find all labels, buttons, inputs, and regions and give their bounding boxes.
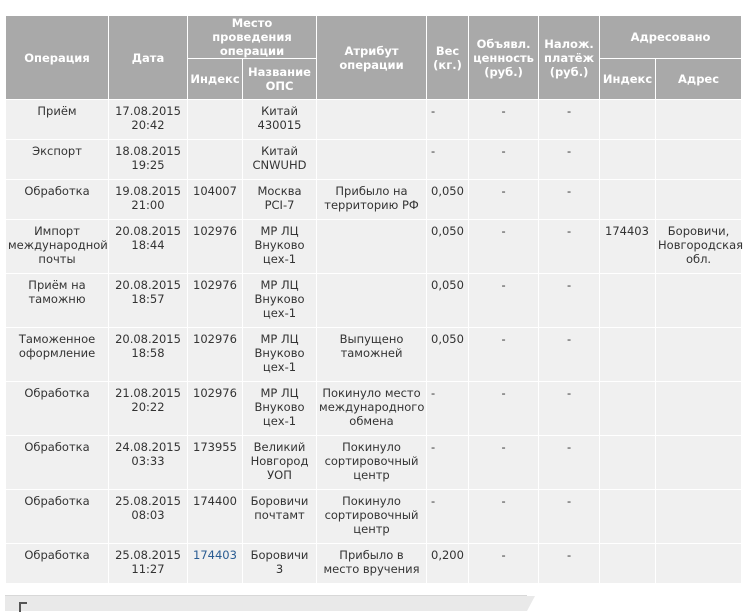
table-row [6,100,742,140]
date-cell: 25.08.2015 11:27 [109,544,188,584]
ops-name-cell: МР ЛЦ Внуково цех-1 [243,382,317,436]
address-cell [656,490,742,544]
address-cell [656,436,742,490]
addr-index-cell [600,436,656,490]
weight-cell: - [427,436,469,490]
index-cell: 102976 [188,274,243,328]
date-cell: 24.08.2015 03:33 [109,436,188,490]
index-cell: 102976 [188,220,243,274]
index-cell [188,100,243,140]
attribute-cell: Покинуло сортировочный центр [317,436,427,490]
operation-cell: Обработка [6,544,109,584]
header-weight: Вес (кг.) [427,16,469,100]
address-cell [656,100,742,140]
index-cell[interactable]: 174403 [188,544,243,584]
header-attribute: Атрибут операции [317,16,427,100]
date-cell: 19.08.2015 21:00 [109,180,188,220]
cod-cell: - [539,100,600,140]
address-cell [656,274,742,328]
attribute-cell [317,140,427,180]
attribute-cell [317,274,427,328]
cod-cell: - [539,180,600,220]
weight-cell: 0,050 [427,274,469,328]
header-place: Место проведения операции [188,16,317,59]
attribute-cell: Покинуло сортировочный центр [317,490,427,544]
addr-index-cell [600,382,656,436]
header-place-index: Индекс [188,59,243,100]
index-cell: 102976 [188,328,243,382]
attribute-cell: Покинуло место международного обмена [317,382,427,436]
weight-cell: - [427,490,469,544]
table-row [6,274,742,328]
addr-index-cell [600,140,656,180]
operation-cell: Обработка [6,490,109,544]
declared-value-cell: - [469,436,539,490]
header-operation: Операция [6,16,109,100]
header-addressed: Адресовано [600,16,742,59]
ops-name-cell: МР ЛЦ Внуково цех-1 [243,220,317,274]
index-cell: 104007 [188,180,243,220]
cod-cell: - [539,140,600,180]
attribute-cell [317,100,427,140]
addr-index-cell [600,328,656,382]
declared-value-cell: - [469,382,539,436]
address-cell [656,382,742,436]
operation-cell: Обработка [6,436,109,490]
declared-value-cell: - [469,328,539,382]
weight-cell: 0,200 [427,544,469,584]
cod-cell: - [539,274,600,328]
operation-cell: Импорт международной почты [6,220,109,274]
declared-value-cell: - [469,100,539,140]
cod-cell: - [539,382,600,436]
index-cell: 173955 [188,436,243,490]
address-cell [656,544,742,584]
cod-cell: - [539,436,600,490]
attribute-cell: Выпущено таможней [317,328,427,382]
header-cod: Налож. платёж (руб.) [539,16,600,100]
ops-name-cell: Китай CNWUHD [243,140,317,180]
table-row [6,140,742,180]
declared-value-cell: - [469,274,539,328]
table-row [6,544,742,584]
table-row [6,436,742,490]
address-cell [656,180,742,220]
address-cell [656,140,742,180]
date-cell: 17.08.2015 20:42 [109,100,188,140]
operation-cell: Экспорт [6,140,109,180]
index-cell: 102976 [188,382,243,436]
declared-value-cell: - [469,220,539,274]
operation-cell: Приём [6,100,109,140]
addr-index-cell [600,490,656,544]
weight-cell: 0,050 [427,328,469,382]
table-row [6,220,742,274]
addr-index-cell [600,100,656,140]
date-cell: 20.08.2015 18:57 [109,274,188,328]
ops-name-cell: МР ЛЦ Внуково цех-1 [243,274,317,328]
ops-name-cell: Боровичи 3 [243,544,317,584]
weight-cell: - [427,140,469,180]
index-cell: 174400 [188,490,243,544]
operation-cell: Обработка [6,382,109,436]
declared-value-cell: - [469,544,539,584]
attribute-cell: Прибыло на территорию РФ [317,180,427,220]
table-row [6,180,742,220]
weight-cell: 0,050 [427,180,469,220]
declared-value-cell: - [469,180,539,220]
declared-value-cell: - [469,490,539,544]
ops-name-cell: МР ЛЦ Внуково цех-1 [243,328,317,382]
header-addr-index: Индекс [600,59,656,100]
weight-cell: - [427,382,469,436]
attribute-cell: Прибыло в место вручения [317,544,427,584]
address-cell [656,328,742,382]
header-declared-value: Объявл. ценность (руб.) [469,16,539,100]
operation-cell: Таможенное оформление [6,328,109,382]
operation-cell: Обработка [6,180,109,220]
ops-name-cell: Москва PCI-7 [243,180,317,220]
cod-cell: - [539,490,600,544]
date-cell: 20.08.2015 18:44 [109,220,188,274]
weight-cell: - [427,100,469,140]
addr-index-cell [600,274,656,328]
date-cell: 20.08.2015 18:58 [109,328,188,382]
cod-cell: - [539,220,600,274]
weight-cell: 0,050 [427,220,469,274]
header-place-name: Название ОПС [243,59,317,100]
footer-panel [5,595,527,611]
addr-index-cell [600,180,656,220]
date-cell: 25.08.2015 08:03 [109,490,188,544]
table-row [6,382,742,436]
footer-icon [19,602,27,612]
table-row [6,490,742,544]
addr-index-cell: 174403 [600,220,656,274]
ops-name-cell: Великий Новгород УОП [243,436,317,490]
declared-value-cell: - [469,140,539,180]
header-date: Дата [109,16,188,100]
ops-name-cell: Китай 430015 [243,100,317,140]
date-cell: 18.08.2015 19:25 [109,140,188,180]
cod-cell: - [539,328,600,382]
cod-cell: - [539,544,600,584]
header-addr-address: Адрес [656,59,742,100]
index-cell [188,140,243,180]
addr-index-cell [600,544,656,584]
date-cell: 21.08.2015 20:22 [109,382,188,436]
ops-name-cell: Боровичи почтамт [243,490,317,544]
operation-cell: Приём на таможню [6,274,109,328]
address-cell: Боровичи, Новгородская обл. [656,220,742,274]
table-row [6,328,742,382]
attribute-cell [317,220,427,274]
tracking-table [5,15,742,584]
